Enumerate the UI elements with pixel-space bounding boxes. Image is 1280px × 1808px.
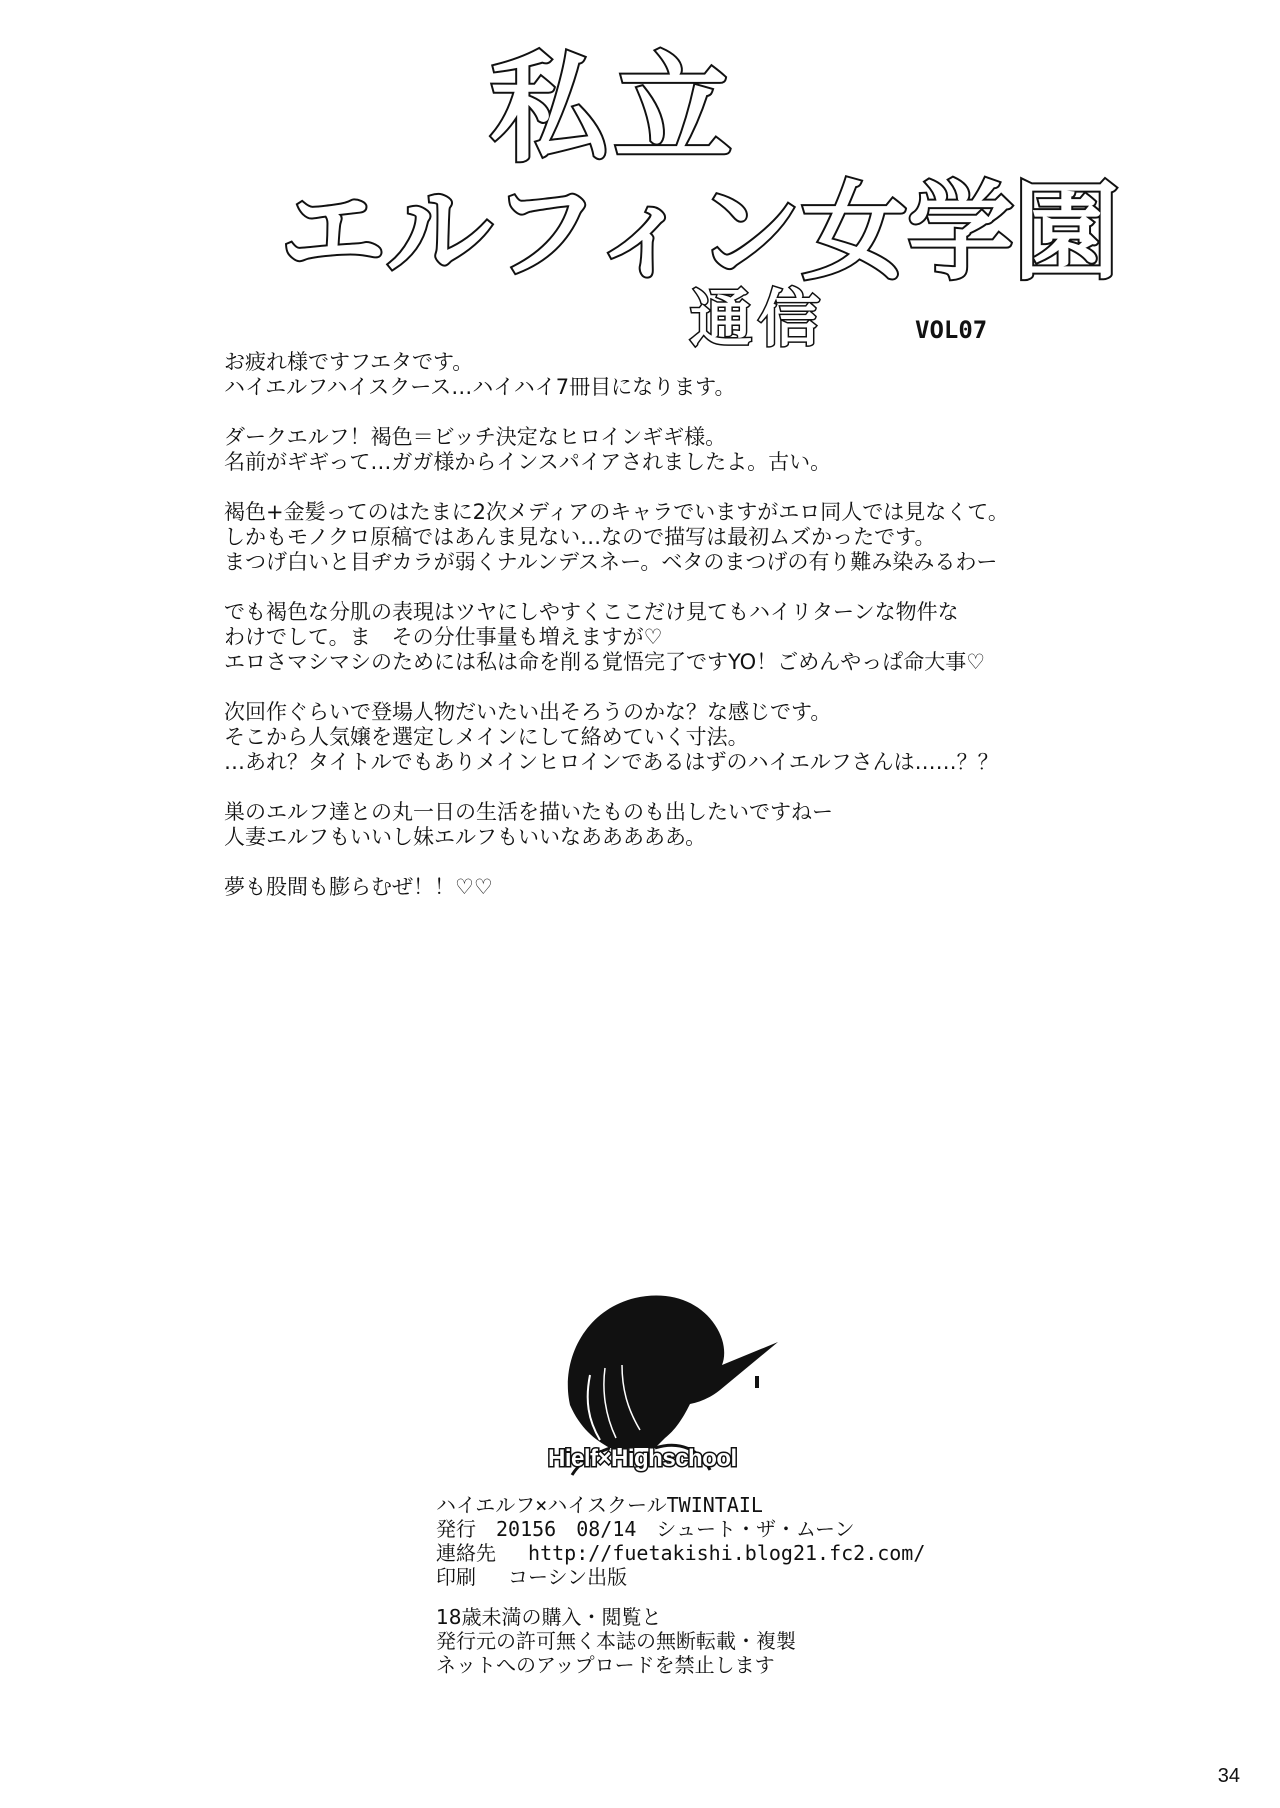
notice-line: 発行元の許可無く本誌の無断転載・複製: [436, 1629, 796, 1653]
paragraph: [224, 875, 1184, 900]
text-line: 巣のエルフ達との丸一日の生活を描いたものも出したいですねー: [224, 800, 833, 824]
copyright-notice: [436, 1605, 1036, 1677]
text-line: わけでして。ま その分仕事量も増えますが♡: [224, 625, 663, 649]
afterword-body: [224, 350, 1184, 925]
text-line: ハイエルフハイスクース…ハイハイ7冊目になります。: [224, 375, 736, 399]
paragraph: [224, 800, 1184, 850]
volume-label: VOL07: [915, 316, 988, 344]
text-line: 名前がギギって…ガガ様からインスパイアされましたよ。古い。: [224, 450, 832, 474]
title-line-tsushin: 通信: [690, 282, 827, 355]
text-line: そこから人気嬢を選定しメインにして絡めていく寸法。: [224, 725, 749, 749]
paragraph: [224, 425, 1184, 475]
page-number: 34: [1217, 1765, 1240, 1787]
notice-line: ネットへのアップロードを禁止します: [436, 1653, 775, 1677]
text-line: 人妻エルフもいいし妹エルフもいいなあああああ。: [224, 825, 707, 849]
text-line: 褐色+金髪ってのはたまに2次メディアのキャラでいますがエロ同人では見なくて。: [224, 500, 1009, 524]
colophon-printer: 印刷 コーシン出版: [436, 1565, 628, 1589]
text-line: でも褐色な分肌の表現はツヤにしやすくここだけ見てもハイリターンな物件な: [224, 600, 959, 624]
title-block: [0, 20, 1280, 355]
text-line: 夢も股間も膨らむぜ！！♡♡: [224, 875, 493, 899]
text-line: 次回作ぐらいで登場人物だいたい出そろうのかな？な感じです。: [224, 700, 832, 724]
text-line: エロさマシマシのためには私は命を削る覚悟完了ですYO！ごめんやっぱ命大事♡: [224, 650, 986, 674]
text-line: ダークエルフ！褐色＝ビッチ決定なヒロインギギ様。: [224, 425, 727, 449]
title-line-school-name: エルフィン女学園: [280, 171, 1120, 294]
colophon-title: ハイエルフ×ハイスクールTWINTAIL: [436, 1493, 763, 1517]
text-line: …あれ？タイトルでもありメインヒロインであるはずのハイエルフさんは……？？: [224, 750, 999, 774]
title-line-shiritsu: 私立: [490, 40, 739, 178]
text-line: お疲れ様ですフエタです。: [224, 350, 474, 374]
paragraph: [224, 600, 1184, 675]
colophon-issue: 発行 20156 08/14 シュート・ザ・ムーン: [436, 1517, 855, 1541]
text-line: まつげ白いと目ヂカラが弱くナルンデスネー。ベタのまつげの有り難み染みるわー: [224, 550, 998, 574]
paragraph: [224, 350, 1184, 400]
logo-caption: Hielf×Highschool: [548, 1445, 737, 1472]
text-line: しかもモノクロ原稿ではあんま見ない…なので描写は最初ムズかったです。: [224, 525, 936, 549]
colophon: [436, 1493, 1036, 1589]
paragraph: [224, 700, 1184, 775]
colophon-contact: 連絡先 http://fuetakishi.blog21.fc2.com/: [436, 1541, 926, 1565]
paragraph: [224, 500, 1184, 575]
notice-line: 18歳未満の購入・閲覧と: [436, 1605, 662, 1629]
